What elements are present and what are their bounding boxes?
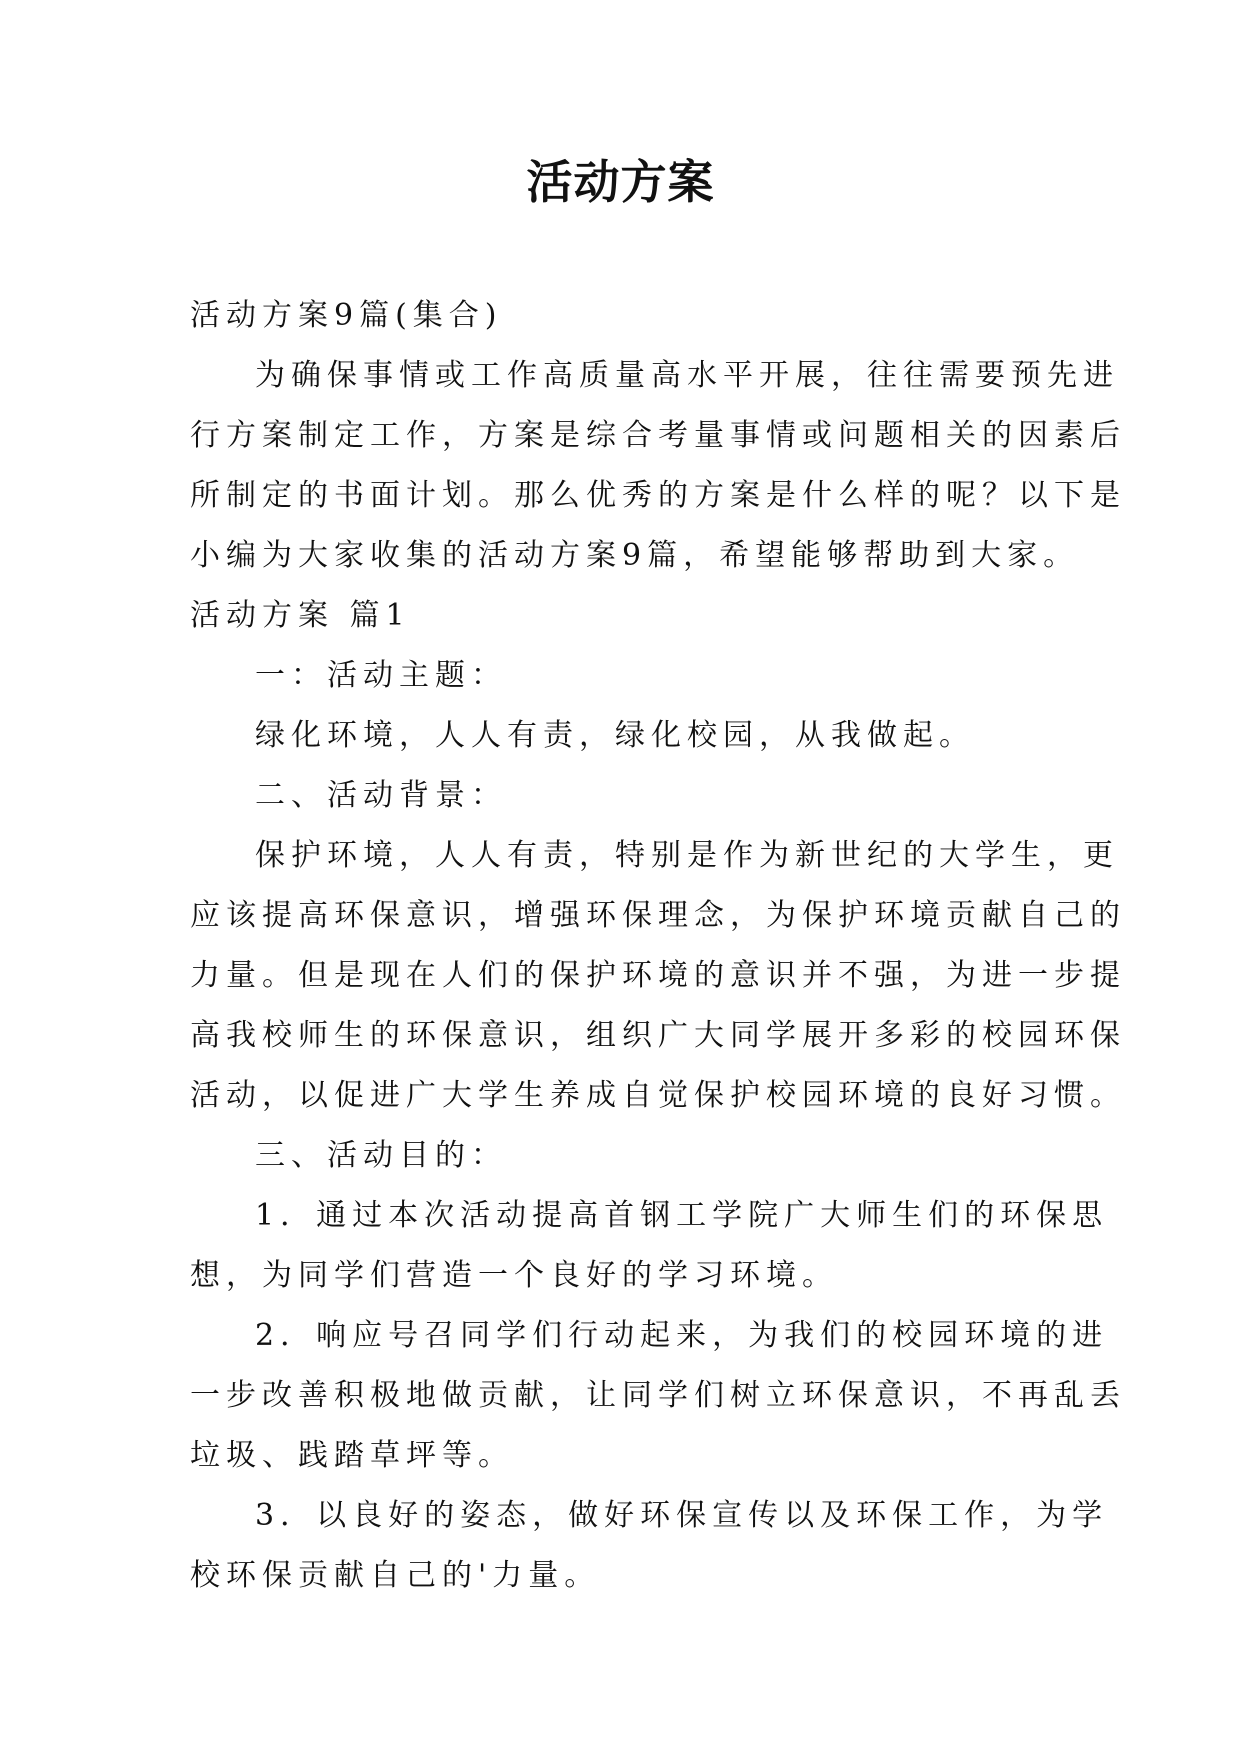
list-item: 2．响应号召同学们行动起来，为我们的校园环境的进 bbox=[255, 1318, 1109, 1353]
paragraph-line: 保护环境，人人有责，特别是作为新世纪的大学生，更 bbox=[255, 838, 1119, 873]
document-subtitle: 活动方案9篇(集合) bbox=[190, 298, 503, 333]
section-heading: 活动方案 篇1 bbox=[190, 598, 411, 633]
paragraph-line: 校环保贡献自己的'力量。 bbox=[190, 1558, 601, 1593]
paragraph-line: 应该提高环保意识，增强环保理念，为保护环境贡献自己的 bbox=[190, 898, 1126, 933]
paragraph-line: 绿化环境，人人有责，绿化校园，从我做起。 bbox=[255, 718, 975, 753]
paragraph-line: 所制定的书面计划。那么优秀的方案是什么样的呢？以下是 bbox=[190, 478, 1126, 513]
subsection-heading: 一：活动主题： bbox=[255, 658, 507, 693]
document-title: 活动方案 bbox=[526, 155, 715, 209]
paragraph-line: 高我校师生的环保意识，组织广大同学展开多彩的校园环保 bbox=[190, 1018, 1126, 1053]
paragraph-line: 为确保事情或工作高质量高水平开展，往往需要预先进 bbox=[255, 358, 1119, 393]
list-item: 3．以良好的姿态，做好环保宣传以及环保工作，为学 bbox=[255, 1498, 1109, 1533]
subsection-heading: 二、活动背景： bbox=[255, 778, 507, 813]
list-item: 1．通过本次活动提高首钢工学院广大师生们的环保思 bbox=[255, 1198, 1109, 1233]
paragraph-line: 一步改善积极地做贡献，让同学们树立环保意识，不再乱丢 bbox=[190, 1378, 1126, 1413]
paragraph-line: 活动，以促进广大学生养成自觉保护校园环境的良好习惯。 bbox=[190, 1078, 1126, 1113]
paragraph-line: 行方案制定工作，方案是综合考量事情或问题相关的因素后 bbox=[190, 418, 1126, 453]
paragraph-line: 垃圾、践踏草坪等。 bbox=[190, 1438, 514, 1473]
subsection-heading: 三、活动目的： bbox=[255, 1138, 507, 1173]
paragraph-line: 力量。但是现在人们的保护环境的意识并不强，为进一步提 bbox=[190, 958, 1126, 993]
paragraph-line: 小编为大家收集的活动方案9篇，希望能够帮助到大家。 bbox=[190, 538, 1080, 573]
paragraph-line: 想，为同学们营造一个良好的学习环境。 bbox=[190, 1258, 838, 1293]
